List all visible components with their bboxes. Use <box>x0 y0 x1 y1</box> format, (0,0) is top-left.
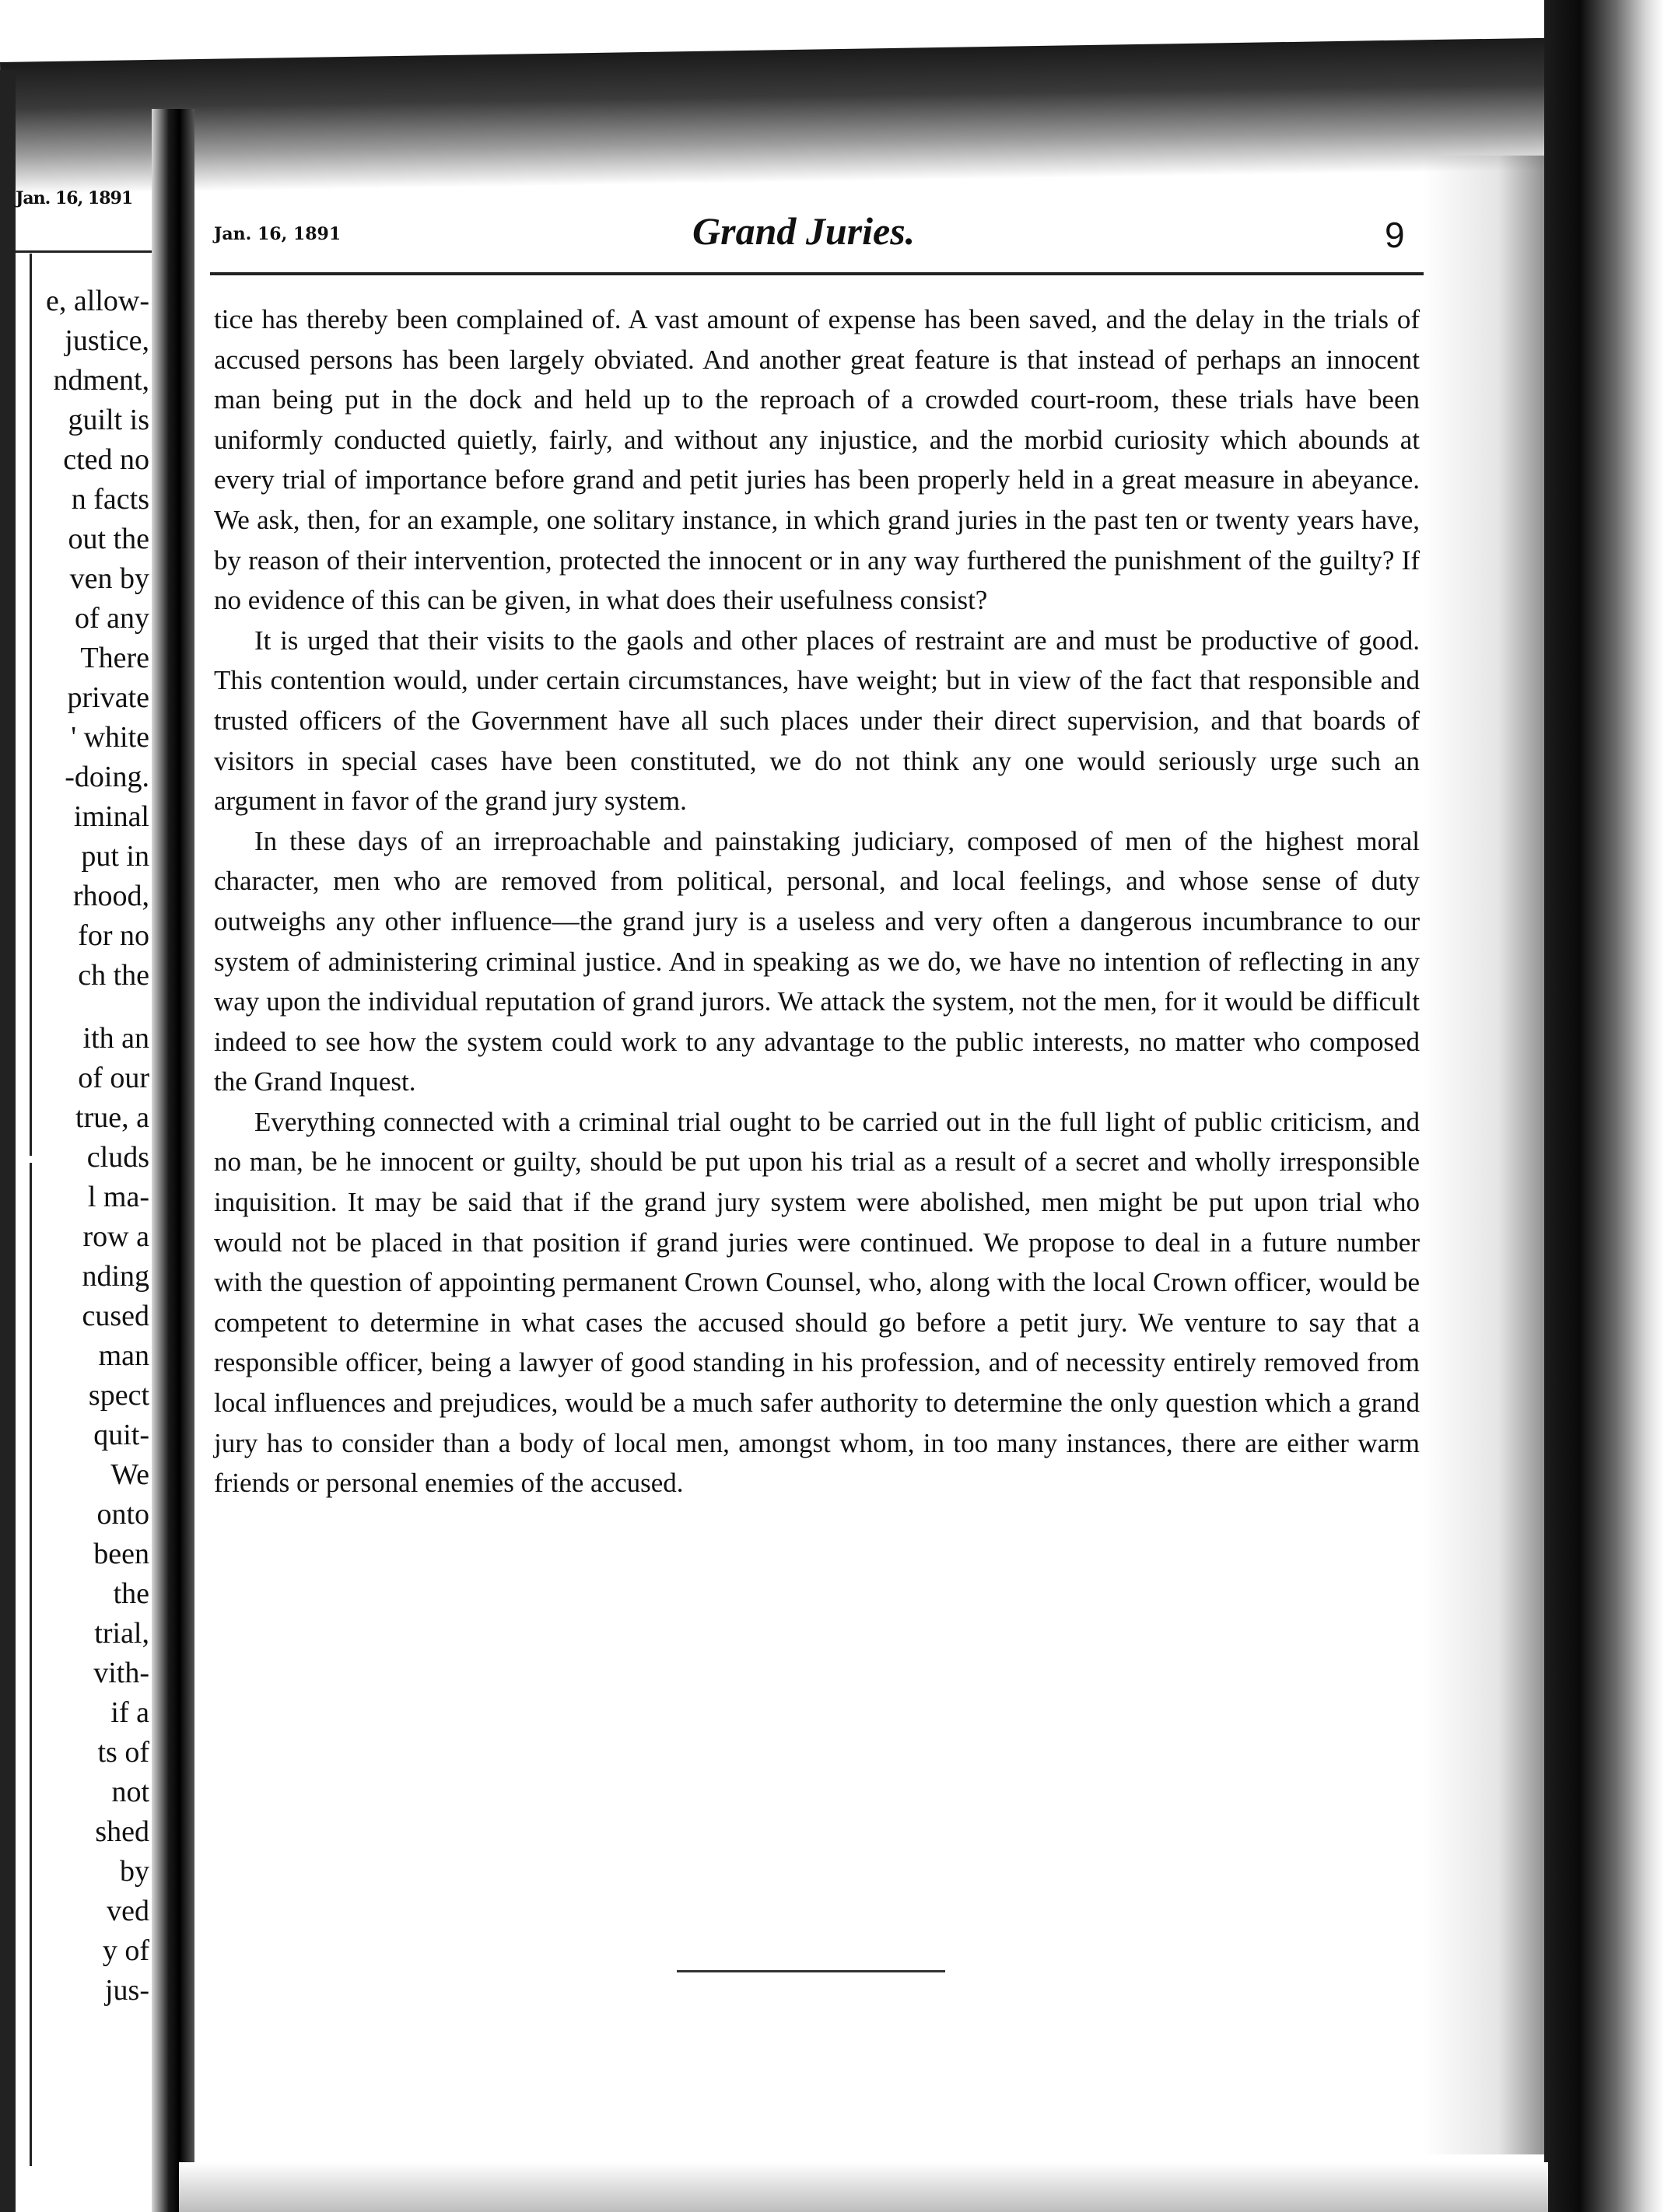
previous-page-line-fragment: e, allow- <box>46 285 149 317</box>
previous-page-line-fragment: the <box>113 1577 149 1610</box>
previous-page-line-fragment: ts of <box>97 1736 149 1769</box>
previous-page-line-fragment: of any <box>74 602 149 635</box>
previous-page-line-fragment: trial, <box>94 1617 149 1650</box>
previous-page-line-fragment: nding <box>82 1260 149 1293</box>
previous-page-date: Jan. 16, 1891 <box>16 188 133 208</box>
previous-page-line-fragment: if a <box>110 1696 149 1729</box>
previous-page-line-fragment: y of <box>102 1934 149 1967</box>
previous-page-line-fragment: iminal <box>73 800 149 833</box>
previous-page-line-fragment: We <box>110 1458 149 1491</box>
previous-page-line-fragment: quit- <box>93 1419 149 1451</box>
previous-page-line-fragment: ch the <box>78 959 149 992</box>
running-header-date: Jan. 16, 1891 <box>214 224 342 244</box>
previous-page-line-fragment: by <box>120 1855 149 1888</box>
previous-page-line-fragment: cused <box>82 1300 149 1332</box>
running-header-title: Grand Juries. <box>692 209 916 253</box>
scan-shadow-right <box>1424 156 1548 2154</box>
previous-page-line-fragment: put in <box>81 840 149 873</box>
previous-page-line-fragment: jus- <box>105 1974 149 2007</box>
scan-shadow-bottom <box>179 2162 1548 2212</box>
previous-page-line-fragment: ndment, <box>53 364 149 397</box>
previous-page-line-fragment: out the <box>68 523 149 555</box>
previous-page-line-fragment: ved <box>107 1895 149 1927</box>
previous-page-line-fragment: been <box>93 1538 149 1570</box>
previous-page-line-fragment: There <box>80 642 149 674</box>
previous-page-line-fragment: justice, <box>65 324 149 357</box>
previous-page-line-fragment: l ma- <box>87 1181 149 1213</box>
previous-page-line-fragment: true, a <box>75 1101 149 1134</box>
paragraph: In these days of an irreproachable and painstaking judiciary, composed of men of the highest moral character, men who are removed from political, personal, and local feelings, and whose sense of duty outweighs any other influence—the grand jury is a useless and very often a dangerous incumbrance to our system of administering criminal justice. And in speaking as we do, we have no intention of reflecting in any way upon the individual reputation of grand jurors. We attack the system, not the men, for it would be difficult indeed to see how the system could work to any advantage to the public interests, no matter who composed the Grand Inquest. <box>214 825 1420 1097</box>
previous-page-line-fragment: private <box>67 681 149 714</box>
paragraph: tice has thereby been complained of. A vast amount of expense has been saved, and the delay in the trials of accused persons has been largely obviated. And another great feature is that instead of perhaps an innocent man being put in the dock and held up to the reproach of a crowded court-room, these trials have been uniformly conducted quietly, fairly, and without any injustice, and the morbid curiosity which abounds at every trial of importance before grand and petit juries has been properly held in a great measure in abeyance. We ask, then, for an example, one solitary instance, in which grand juries in the past ten or twenty years have, by reason of their intervention, protected the innocent or in any way furthered the punishment of the guilty? If no evidence of this can be given, in what does their usefulness consist? <box>214 304 1420 616</box>
previous-page-line-fragment: not <box>111 1776 149 1808</box>
book-gutter <box>152 109 194 2212</box>
header-rule <box>210 272 1424 275</box>
previous-page-line-fragment: spect <box>88 1379 149 1412</box>
paragraph: It is urged that their visits to the gaols and other places of restraint are and must be productive of good. This contention would, under certain circumstances, have weight; but in view of the fact that responsible and trusted officers of the Government have all such places under their direct supervision, and that boards of visitors in special cases have been constituted, we do not think any one would seriously urge such an argument in favor of the grand jury system. <box>214 625 1420 817</box>
previous-page-line-fragment: ven by <box>69 562 149 595</box>
previous-page-line-fragment: vith- <box>93 1657 149 1689</box>
previous-page-line-fragment: guilt is <box>68 404 149 436</box>
previous-page-line-fragment: man <box>98 1339 149 1372</box>
article-body <box>214 299 1420 1503</box>
previous-page-line-fragment: shed <box>95 1815 149 1848</box>
previous-page-line-fragment: -doing. <box>65 761 149 793</box>
scan-border-right <box>1544 0 1664 2212</box>
previous-page-line-fragment: rhood, <box>72 880 149 912</box>
previous-page-sliver <box>16 179 156 2201</box>
paragraph: Everything connected with a criminal trial ought to be carried out in the full light of public criticism, and no man, be he innocent or guilty, should be put upon his trial as a result of a secret and wholly irresponsible inquisition. It may be said that if the grand jury system were abolished, men might be put upon trial who would not be placed in that position if grand juries were continued. We propose to deal in a future number with the question of appointing permanent Crown Counsel, who, along with the local Crown officer, would be competent to determine in what cases the accused should go before a petit jury. We venture to say that a responsible officer, being a lawyer of good standing in his profession, and of necessity entirely removed from local influences and prejudices, would be a much safer authority to determine the only question which a grand jury has to consider than a body of local men, amongst whom, in too many instances, there are either warm friends or personal enemies of the accused. <box>214 1106 1420 1499</box>
previous-page-line-fragment: cted no <box>63 443 149 476</box>
previous-page-line-fragment: ith an <box>82 1022 149 1055</box>
previous-page-line-fragment: ' white <box>71 721 149 754</box>
previous-page-rule <box>16 250 152 253</box>
previous-page-line-fragment: cluds <box>86 1141 149 1174</box>
previous-page-line-fragment: onto <box>96 1498 149 1531</box>
end-of-article-rule <box>677 1970 945 1972</box>
scan-shadow-top <box>0 37 1581 194</box>
previous-page-line-fragment: for no <box>78 919 149 952</box>
previous-page-line-fragment: of our <box>78 1062 149 1094</box>
previous-page-line-fragment: row a <box>82 1220 149 1253</box>
page-number: 9 <box>1385 215 1405 255</box>
previous-page-line-fragment: n facts <box>71 483 149 516</box>
